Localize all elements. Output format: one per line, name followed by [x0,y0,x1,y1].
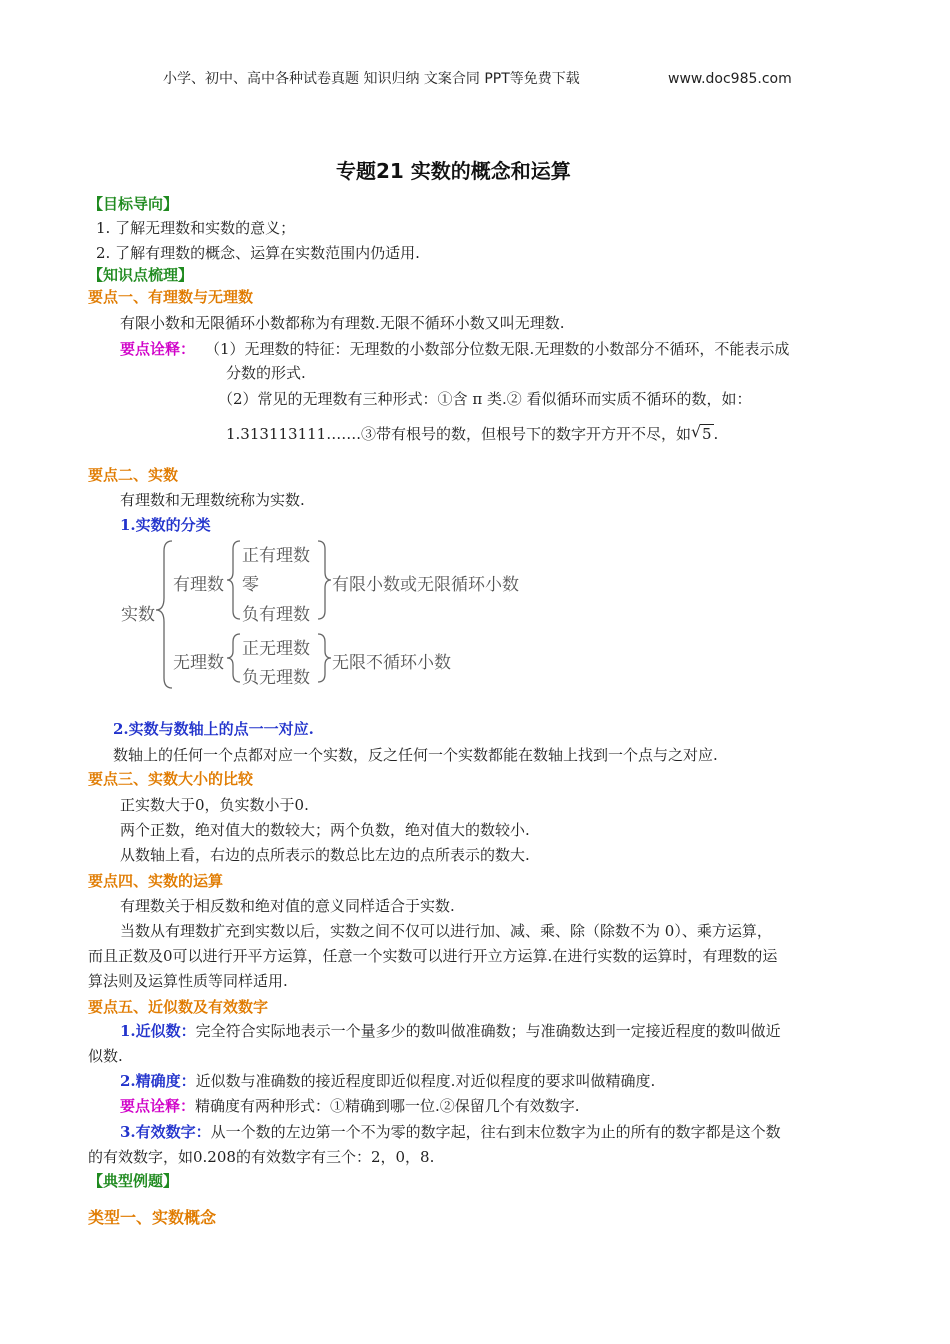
point1-note-label: 要点诠释： [120,340,196,358]
page-title: 专题21 实数的概念和运算 [336,159,571,183]
point3-line: 从数轴上看，右边的点所表示的数总比左边的点所表示的数大. [120,846,530,864]
point4-line2: 当数从有理数扩充到实数以后，实数之间不仅可以进行加、减、乘、除（除数不为 0）、乘方运算， [120,922,772,940]
approx-line [120,1021,781,1041]
root-brace [156,541,172,688]
knowledge-heading: 【知识点梳理】 [88,266,194,284]
header-left: 小学、初中、高中各种试卷真题 知识归纳 文案合同 PPT等免费下载 [163,71,580,87]
approx-label: 1.近似数： [120,1022,196,1040]
sqrt-icon: √ [690,422,702,441]
precision-line [120,1071,655,1091]
point4-line4: 算法则及运算性质等同样适用. [88,972,288,990]
examples-heading: 【典型例题】 [88,1172,179,1190]
point1-note2b-end: . [713,425,719,443]
type1-heading: 类型一、实数概念 [88,1208,217,1227]
sig-label: 3.有效数字： [120,1123,211,1141]
diagram-rational-desc: 有限小数或无限循环小数 [332,575,519,595]
irrational-left-brace [227,634,240,682]
point4-heading: 要点四、实数的运算 [88,872,224,890]
diagram-irrational-item: 正无理数 [242,639,310,659]
sig-text2: 的有效数字，如0.208的有效数字有三个：2，0，8. [88,1148,435,1166]
precision-text: 近似数与准确数的接近程度即近似程度.对近似程度的要求叫做精确度. [195,1072,656,1090]
point2-sub1: 1.实数的分类 [120,516,211,534]
approx-text: 完全符合实际地表示一个量多少的数叫做准确数；与准确数达到一定接近程度的数叫做近 [195,1022,781,1040]
diagram-irrational: 无理数 [173,653,224,673]
header-url[interactable]: www.doc985.com [668,71,792,87]
rational-left-brace [227,541,240,619]
point3-line: 两个正数，绝对值大的数较大；两个负数，绝对值大的数较小. [120,821,530,839]
point5-heading: 要点五、近似数及有效数字 [88,998,269,1016]
sqrt-radicand: 5 [701,425,712,443]
point4-line3: 而且正数及0可以进行开平方运算，任意一个实数可以进行开立方运算.在进行实数的运算时，有理数的运 [88,947,778,965]
diagram-root: 实数 [121,605,155,625]
point1-note1b: 分数的形式. [226,364,306,382]
point3-line: 正实数大于0，负实数小于0. [120,796,309,814]
point5-note-text: 精确度有两种形式：①精确到哪一位.②保留几个有效数字. [195,1097,580,1115]
point1-text: 有限小数和无限循环小数都称为有理数.无限不循环小数又叫无理数. [120,314,565,332]
point1-note2a: （2）常见的无理数有三种形式：①含 π 类.② 看似循环而实质不循环的数，如： [218,390,752,408]
goal-item: 1. 了解无理数和实数的意义； [96,219,296,237]
goals-heading: 【目标导向】 [88,195,179,213]
point5-note-line [120,1096,580,1116]
approx-text2: 似数. [88,1047,123,1065]
diagram-rational: 有理数 [173,575,224,595]
point2-heading: 要点二、实数 [88,466,179,484]
sig-line [120,1122,781,1142]
point2-sub2: 2.实数与数轴上的点一一对应. [113,720,314,738]
point3-heading: 要点三、实数大小的比较 [88,770,254,788]
point1-note2b: 1.313113111…….③带有根号的数，但根号下的数字开方开不尽，如 [226,425,691,443]
diagram-irrational-desc: 无限不循环小数 [332,653,451,673]
point5-note-label: 要点诠释： [120,1097,196,1115]
irrational-right-brace [318,634,331,682]
diagram-irrational-item: 负无理数 [242,668,310,688]
rational-right-brace [318,541,331,619]
point2-text: 有理数和无理数统称为实数. [120,491,305,509]
point1-heading: 要点一、有理数与无理数 [88,288,254,306]
diagram-rational-item: 正有理数 [242,546,310,566]
diagram-rational-item: 负有理数 [242,605,310,625]
point1-note1a: （1）无理数的特征：无理数的小数部分位数无限.无理数的小数部分不循环，不能表示成 [205,340,790,358]
precision-label: 2.精确度： [120,1072,196,1090]
point2-sub2-text: 数轴上的任何一个点都对应一个实数，反之任何一个实数都能在数轴上找到一个点与之对应. [113,746,718,764]
goal-item: 2. 了解有理数的概念、运算在实数范围内仍适用. [96,244,420,262]
diagram-rational-item: 零 [242,575,259,595]
point4-line1: 有理数关于相反数和绝对值的意义同样适合于实数. [120,897,455,915]
sig-text: 从一个数的左边第一个不为零的数字起，往右到末位数字为止的所有的数字都是这个数 [210,1123,781,1141]
